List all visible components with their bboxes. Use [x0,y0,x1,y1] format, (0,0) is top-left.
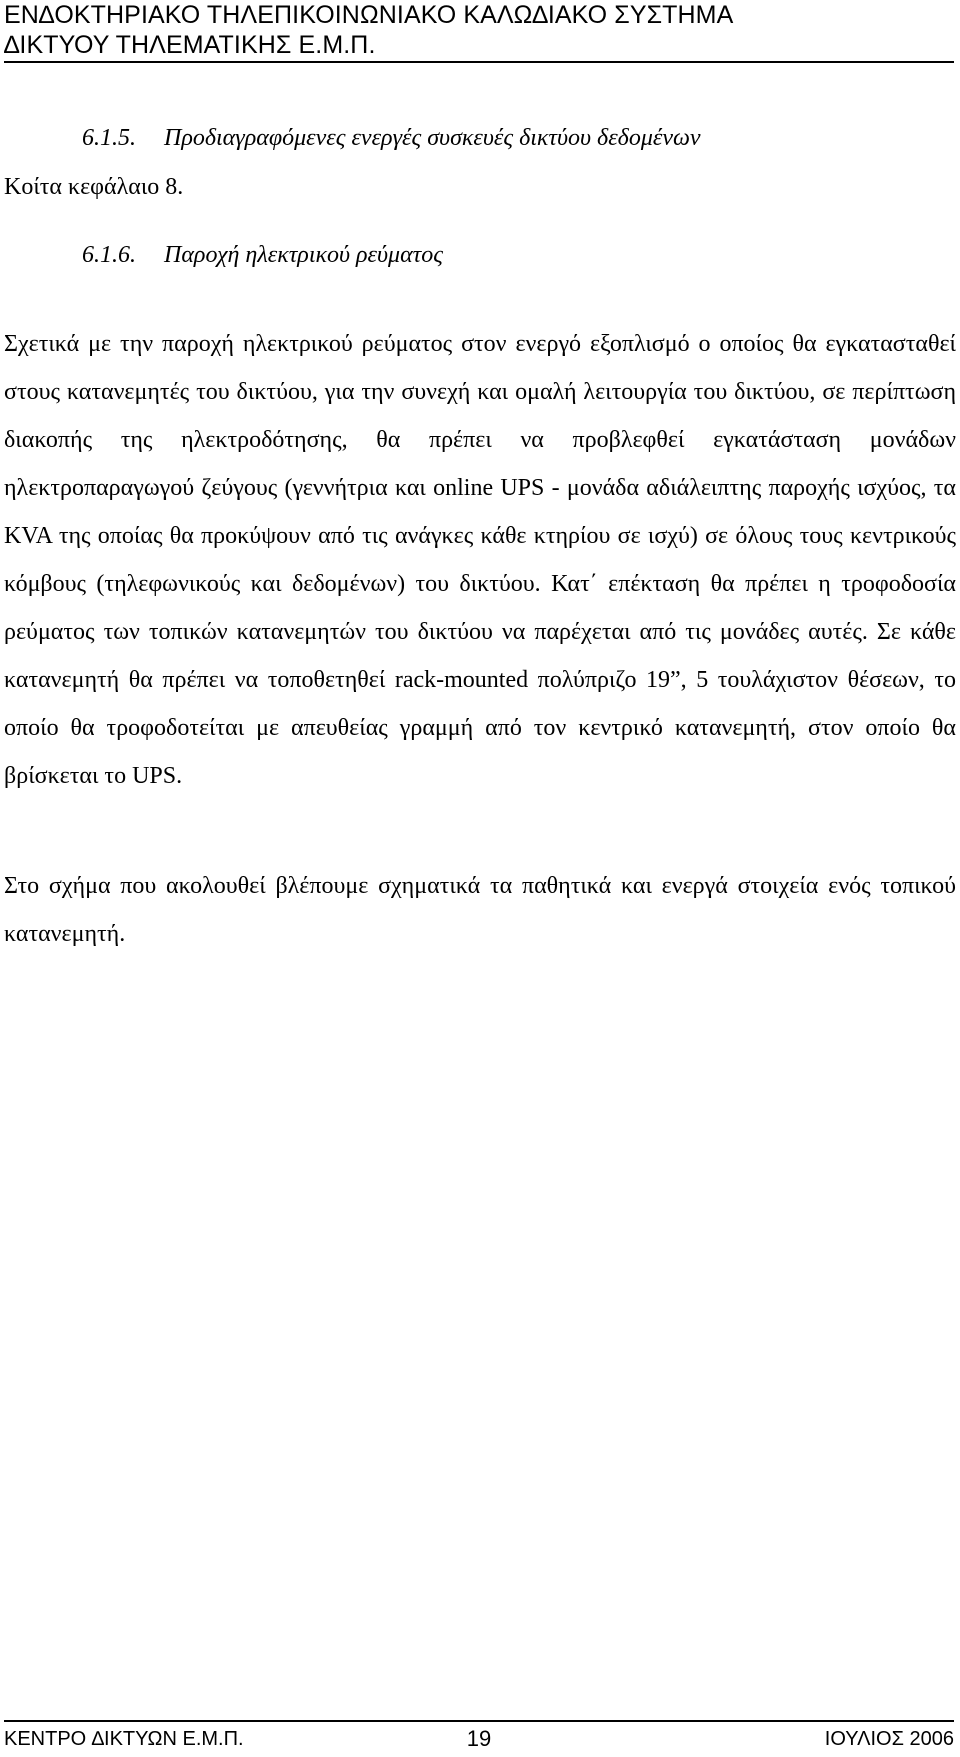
section-heading-6-1-5 [82,123,701,153]
header-title-line-1: ΕΝ∆ΟΚΤΗΡΙΑΚΟ ΤΗΛΕΠΙΚΟΙΝΩΝΙΑΚΟ ΚΑΛΩ∆ΙΑΚΟ ΣΥΣΤΗΜΑ [4,1,734,29]
page-footer [4,1724,954,1754]
section-title: Προδιαγραφόμενες ενεργές συσκευές δικτύου δεδομένων [164,125,701,151]
footer-organization: ΚΕΝΤΡΟ ∆ΙΚΤΥΩΝ Ε.Μ.Π. [4,1728,244,1750]
header-title-line-2: ∆ΙΚΤΥΟΥ ΤΗΛΕΜΑΤΙΚΗΣ Ε.Μ.Π. [4,31,376,59]
footer-divider [4,1720,954,1722]
section-heading-6-1-6 [82,240,443,270]
section-number: 6.1.5. [82,125,136,151]
section-number: 6.1.6. [82,242,136,268]
footer-date: ΙΟΥΛΙΟΣ 2006 [824,1728,954,1750]
header-divider [4,61,954,63]
page-number: 19 [466,1726,492,1751]
see-chapter-text: Κοίτα κεφάλαιο 8. [4,174,184,200]
page-header [4,0,954,60]
section-title: Παροχή ηλεκτρικού ρεύματος [164,242,443,268]
body-paragraph-1: Σχετικά με την παροχή ηλεκτρικού ρεύματος στον ενεργό εξοπλισμό ο οποίος θα εγκατασταθεί στους κατανεμητές του δικτύου, για την συνεχή και ομαλή λειτουργία του δικτύου, σε περίπτωση διακοπής της ηλεκτροδότησης, θα πρέπει να προβλεφθεί εγκατάσταση μονάδων ηλεκτροπαραγωγού ζεύγους (γεννήτρια και online UPS - μονάδα αδιάλειπτης παροχής ισχύος, τα KVA της οποίας θα προκύψουν από τις ανάγκες κάθε κτηρίου σε ισχύ) σε όλους τους κεντρικούς κόμβους (τηλεφωνικούς και δεδομένων) του δικτύου. Κατ΄ επέκταση θα πρέπει η τροφοδοσία ρεύματος των τοπικών κατανεμητών του δικτύου να παρέχεται από τις μονάδες αυτές. Σε κάθε κατανεμητή θα πρέπει να τοποθετηθεί rack-mounted πολύπριζο 19”, 5 τουλάχιστον θέσεων, το οποίο θα τροφοδοτείται με απευθείας γραμμή από τον κεντρικό κατανεμητή, στον οποίο θα βρίσκεται το UPS. [4,331,956,789]
body-paragraph-2: Στο σχήμα που ακολουθεί βλέπουμε σχηματικά τα παθητικά και ενεργά στοιχεία ενός τοπικού κατανεμητή. [4,873,956,947]
